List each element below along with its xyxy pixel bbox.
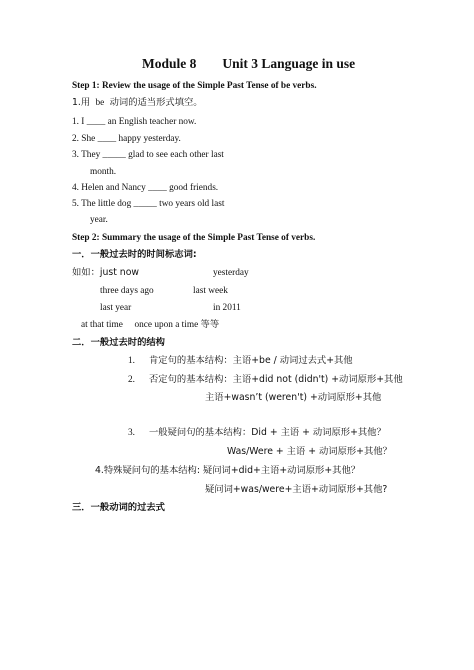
title-unit: Unit 3 Language in use xyxy=(222,56,356,71)
time-row3-a: last year xyxy=(100,303,132,313)
title-module: Module 8 xyxy=(142,56,197,71)
instruction-word: be xyxy=(95,98,105,108)
time-row4: at that time once upon a time 等等 xyxy=(81,320,220,330)
page-title xyxy=(142,56,355,72)
structure-3: 一般疑问句的基本结构：Did + 主语 + 动词原形+其他？ xyxy=(149,427,386,438)
time-row3-b: in 2011 xyxy=(213,303,241,313)
structure-2-alt: 主语+wasn’t (weren't) +动词原形+其他 xyxy=(205,392,382,403)
section1-title: 一．一般过去时的时间标志词: xyxy=(72,249,197,260)
time-row2-b: last week xyxy=(193,286,228,296)
exercise-item-5: 5. The little dog _____ two years old last xyxy=(72,199,225,209)
step1-heading: Step 1: Review the usage of the Simple Past Tense of be verbs. xyxy=(72,81,317,91)
exercise-item-2: 2. She ____ happy yesterday. xyxy=(72,134,181,144)
exercise-item-1: 1. I ____ an English teacher now. xyxy=(72,117,197,127)
exercise-item-5-cont: year. xyxy=(90,215,108,225)
structure-3-alt: Was/Were + 主语 + 动词原形+其他？ xyxy=(227,446,392,457)
time-row2-a: three days ago xyxy=(100,286,154,296)
structure-4: 4.特殊疑问句的基本结构: 疑问词+did+主语+动词原形+其他？ xyxy=(95,465,361,476)
instruction-rest: 动词的适当形式填空。 xyxy=(109,97,203,108)
section2-title: 二．一般过去时的结构 xyxy=(72,337,165,348)
structure-1: 肯定句的基本结构：主语+be / 动词过去式+其他 xyxy=(149,355,353,366)
instruction-num: 1.用 xyxy=(72,97,91,108)
exercise-item-3-cont: month. xyxy=(90,167,117,177)
time-row1-b: yesterday xyxy=(213,268,249,278)
section3-title: 三．一般动词的过去式 xyxy=(72,502,165,513)
structure-4-alt: 疑问词+was/were+主语+动词原形+其他? xyxy=(205,484,388,495)
exercise-item-3: 3. They _____ glad to see each other last xyxy=(72,150,224,160)
step1-instruction xyxy=(72,97,203,109)
structure-1-num: 1. xyxy=(128,356,135,366)
step2-heading: Step 2: Summary the usage of the Simple Past Tense of verbs. xyxy=(72,233,316,243)
structure-2: 否定句的基本结构：主语+did not (didn't) +动词原形+其他 xyxy=(149,374,403,385)
time-row1-a: 如如：just now xyxy=(72,267,139,278)
structure-3-num: 3. xyxy=(128,428,135,438)
exercise-item-4: 4. Helen and Nancy ____ good friends. xyxy=(72,183,219,193)
structure-2-num: 2. xyxy=(128,375,135,385)
